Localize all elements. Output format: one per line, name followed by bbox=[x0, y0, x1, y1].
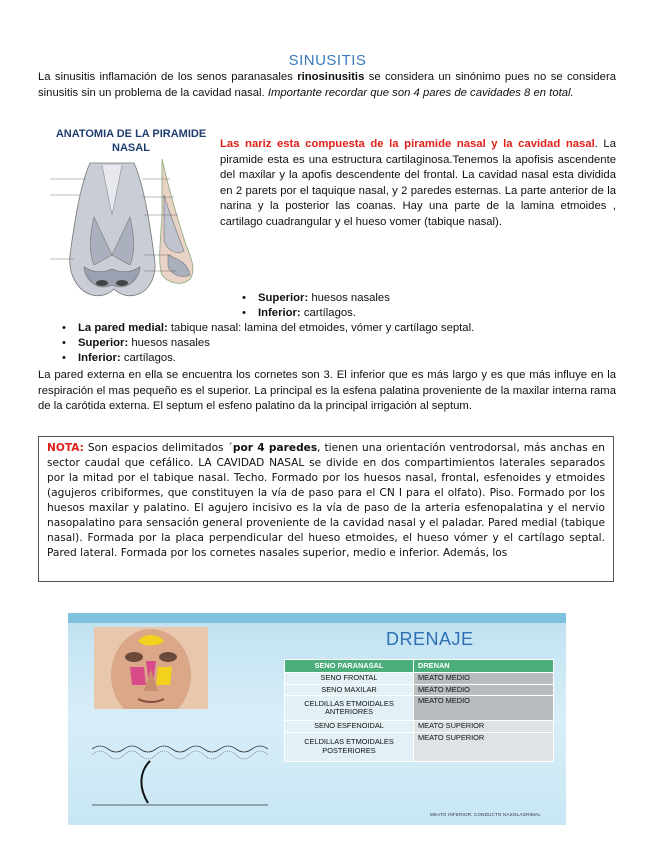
page-title: SINUSITIS bbox=[288, 52, 367, 69]
anatomy-red-text: Las nariz esta compuesta de la piramide nasal y la cavidad nasal bbox=[220, 138, 595, 150]
list-item-text: huesos nasales bbox=[308, 292, 390, 304]
list-item-label: Inferior: bbox=[258, 307, 301, 319]
column-header: DRENAN bbox=[414, 660, 554, 673]
intro-text-2: se considera un sinónimo pues no se considera sinusitis sin un problema de la cavidad nasal. bbox=[38, 71, 616, 99]
list-item bbox=[60, 351, 474, 366]
table-cell: CELDILLAS ETMOIDALES ANTERIORES bbox=[285, 696, 414, 721]
nose-illustration bbox=[50, 155, 212, 303]
walls-list-2 bbox=[60, 321, 474, 366]
list-item-text: huesos nasales bbox=[128, 337, 210, 349]
walls-list-1 bbox=[240, 291, 390, 321]
list-item-text: cartílagos. bbox=[120, 352, 176, 364]
table-cell: MEATO MEDIO bbox=[414, 696, 554, 721]
table-cell: SENO MAXILAR bbox=[285, 684, 414, 695]
figure-title-line2: NASAL bbox=[112, 142, 150, 154]
list-item-label: Inferior: bbox=[78, 352, 121, 364]
list-item bbox=[60, 336, 474, 351]
list-item-text: tabique nasal: lamina del etmoides, vómer y cartílago septal. bbox=[167, 322, 475, 334]
table-cell: SENO ESFENOIDAL bbox=[285, 721, 414, 732]
table-header-row bbox=[285, 660, 554, 673]
list-item bbox=[240, 306, 390, 321]
list-item-label: Superior: bbox=[258, 292, 309, 304]
note-text-1: Son espacios delimitados ´ bbox=[83, 442, 233, 454]
nasal-anatomy-figure bbox=[50, 127, 212, 305]
table-row bbox=[285, 721, 554, 732]
face-sinus-illustration bbox=[94, 627, 208, 709]
note-bold: por 4 paredes bbox=[232, 442, 318, 454]
table-row bbox=[285, 673, 554, 684]
note-text-2: , tienen una orientación ventrodorsal, más anchas en sector caudal que cefálico. LA CAVIDAD NASAL se divide en dos compartimientos laterales separados por la mitad por el tabique nasal. Techo. Formado por los huesos nasal, frontal, esfenoides y etmoides (agujeros cribiformes, que constituyen la vía de paso para el CN I para el olfato). Piso. Formado por los huesos maxilar y palatino. El agujero incisivo es la vía de paso de la arteria esfenopalatina y el nervio nasopalatino para sensación general proveniente de la cavidad nasal y el paladar. Pared medial (tabique nasal). Formada por la placa perpendicular del hueso etmoides, el hueso vómer y el cartílago septal. Pared lateral. Formada por los cornetes nasales superior, medio e inferior. Además, los bbox=[47, 442, 605, 559]
list-item bbox=[60, 321, 474, 336]
table-row bbox=[285, 684, 554, 695]
external-wall-paragraph: La pared externa en ella se encuentra los cornetes son 3. El inferior que es más largo y es que más influye en la respiración el mas pequeño es el superior. La principal es la esfena palatina proveniente de la maxilar interna rama de la carótida externa. El septum el esfeno palatino da la principal irrigación al septum. bbox=[38, 369, 616, 412]
table-cell: MEATO MEDIO bbox=[414, 673, 554, 684]
figure-title-line1: ANATOMIA DE LA PIRAMIDE bbox=[55, 128, 207, 140]
list-item bbox=[240, 291, 390, 306]
table-cell: MEATO MEDIO bbox=[414, 684, 554, 695]
intro-bold: rinosinusitis bbox=[297, 71, 365, 83]
intro-paragraph bbox=[38, 70, 616, 101]
slide-top-bar bbox=[68, 613, 566, 623]
drainage-table bbox=[284, 659, 554, 762]
list-item-text: cartílagos. bbox=[300, 307, 356, 319]
slide-footer: MEATO INFERIOR: CONDUCTO NASOLAGRIMAL bbox=[430, 812, 541, 817]
table-cell: MEATO SUPERIOR bbox=[414, 721, 554, 732]
table-row bbox=[285, 696, 554, 721]
note-box bbox=[38, 436, 614, 582]
intro-text-1: La sinusitis inflamación de los senos paranasales bbox=[38, 71, 298, 83]
table-cell: CELDILLAS ETMOIDALES POSTERIORES bbox=[285, 732, 414, 761]
slide-title: DRENAJE bbox=[386, 629, 474, 649]
table-row bbox=[285, 732, 554, 761]
anatomy-text: . La piramide esta es una estructura cartilaginosa.Tenemos la apofisis ascendente del maxilar y la apofis descendente del frontal. La cavidad nasal esta dividida en 2 parets por el taquique nasal, y 2 paredes esternas. La parte anterior de la narina y la posterior las coanas. Hay una parte de la lamina etmoides , cartilago cuadrangular y el hueso vomer (tabique nasal). bbox=[220, 138, 617, 228]
drainage-slide bbox=[68, 613, 566, 825]
note-label: NOTA: bbox=[47, 442, 84, 454]
table-cell: SENO FRONTAL bbox=[285, 673, 414, 684]
table-cell: MEATO SUPERIOR bbox=[414, 732, 554, 761]
list-item-label: Superior: bbox=[78, 337, 129, 349]
anatomy-paragraph bbox=[220, 137, 616, 230]
waveform-illustration bbox=[92, 737, 268, 811]
column-header: SENO PARANASAL bbox=[285, 660, 414, 673]
list-item-label: La pared medial: bbox=[78, 322, 168, 334]
intro-italic: Importante recordar que son 4 pares de cavidades 8 en total. bbox=[267, 86, 574, 99]
